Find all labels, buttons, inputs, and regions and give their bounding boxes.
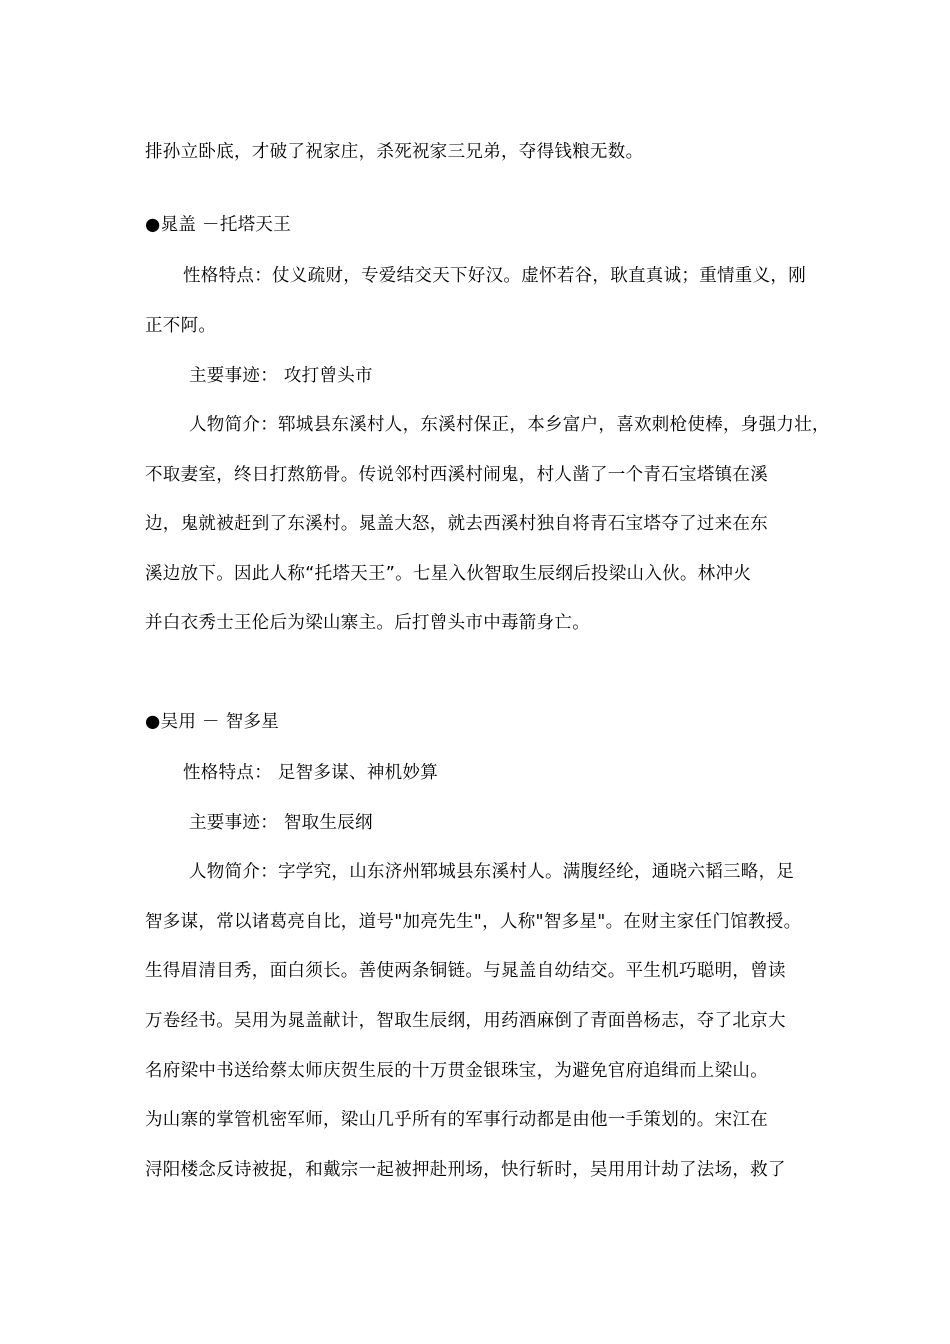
bio-line: 人物简介：字学究，山东济州郓城县东溪村人。满腹经纶，通晓六韬三略，足 [189,862,795,882]
traits-line: 正不阿。 [145,316,217,336]
bio-line: 人物简介：郓城县东溪村人，东溪村保正，本乡富户，喜欢刺枪使棒，身强力壮， [189,415,830,435]
deeds-line: 主要事迹： 智取生辰纲 [189,813,373,833]
bio-line: 智多谋，常以诸葛亮自比，道号"加亮先生"，人称"智多星"。在财主家任门馆教授。 [145,912,802,932]
bio-line: 生得眉清目秀，面白须长。善使两条铜链。与晁盖自幼结交。平生机巧聪明，曾读 [145,961,786,981]
bio-line: 为山寨的掌管机密军师，梁山几乎所有的军事行动都是由他一手策划的。宋江在 [145,1110,768,1130]
deeds-line: 主要事迹： 攻打曾头市 [189,366,373,386]
bio-line: 边，鬼就被赶到了东溪村。晁盖大怒，就去西溪村独自将青石宝塔夺了过来在东 [145,514,768,534]
bio-line: 不取妻室，终日打熬筋骨。传说邻村西溪村闹鬼，村人凿了一个青石宝塔镇在溪 [145,465,768,485]
section-heading-chaogai: ●晁盖 －托塔天王 [145,215,292,235]
traits-line: 性格特点：仗义疏财，专爱结交天下好汉。虚怀若谷，耿直真诚；重情重义，刚 [183,266,806,286]
bio-line: 万卷经书。吴用为晁盖献计，智取生辰纲，用药酒麻倒了青面兽杨志，夺了北京大 [145,1011,786,1031]
bio-line: 溪边放下。因此人称“托塔天王”。七星入伙智取生辰纲后投梁山入伙。林冲火 [145,564,752,584]
intro-line: 排孙立卧底，才破了祝家庄，杀死祝家三兄弟，夺得钱粮无数。 [145,142,644,162]
bio-line: 并白衣秀士王伦后为梁山寨主。后打曾头市中毒箭身亡。 [145,613,590,633]
bio-line: 浔阳楼念反诗被捉，和戴宗一起被押赴刑场，快行斩时，吴用用计劫了法场，救了 [145,1160,786,1180]
traits-line: 性格特点： 足智多谋、神机妙算 [183,763,439,783]
bio-line: 名府梁中书送给蔡太师庆贺生辰的十万贯金银珠宝，为避免官府追缉而上梁山。 [145,1061,768,1081]
section-heading-wuyong: ●吴用 － 智多星 [145,712,280,732]
